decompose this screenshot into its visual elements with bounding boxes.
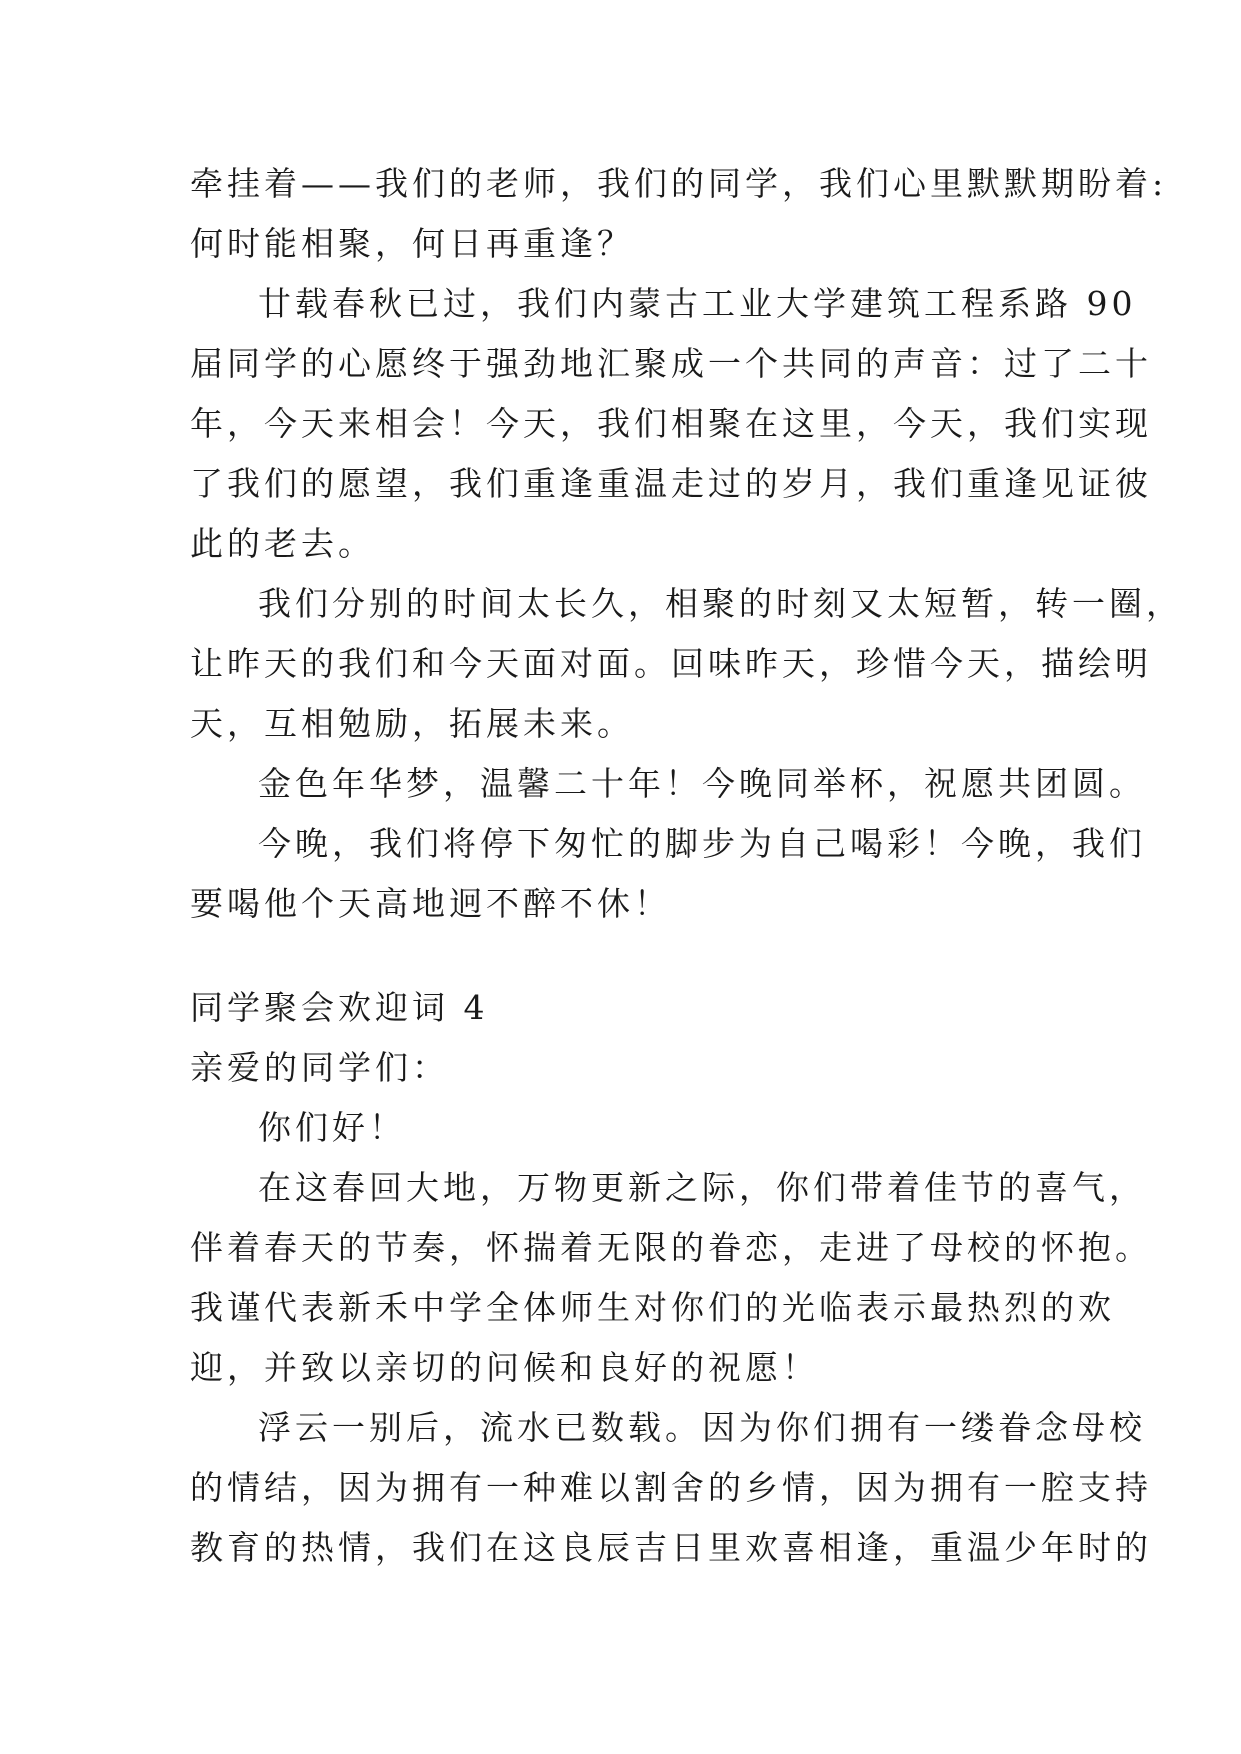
text-line: 让昨天的我们和今天面对面。回味昨天，珍惜今天，描绘明 (190, 644, 1152, 683)
paragraph-start-line: 金色年华梦，温馨二十年！今晚同举杯，祝愿共团圆。 (258, 764, 1146, 803)
paragraph-start-line: 浮云一别后，流水已数载。因为你们拥有一缕眷念母校 (258, 1408, 1146, 1447)
paragraph-start-line: 我们分别的时间太长久，相聚的时刻又太短暂，转一圈， (258, 584, 1183, 623)
text-line: 何时能相聚，何日再重逢？ (190, 224, 634, 263)
text-line: 届同学的心愿终于强劲地汇聚成一个共同的声音：过了二十 (190, 344, 1152, 383)
text-line: 伴着春天的节奏，怀揣着无限的眷恋，走进了母校的怀抱。 (190, 1228, 1152, 1267)
text-line: 迎，并致以亲切的问候和良好的祝愿！ (190, 1348, 819, 1387)
text-line: 天，互相勉励，拓展未来。 (190, 704, 634, 743)
paragraph-start-line: 今晚，我们将停下匆忙的脚步为自己喝彩！今晚，我们 (258, 824, 1146, 863)
text-line: 我谨代表新禾中学全体师生对你们的光临表示最热烈的欢 (190, 1288, 1115, 1327)
text-line: 牵挂着——我们的老师，我们的同学，我们心里默默期盼着: (190, 164, 1168, 203)
text-line: 此的老去。 (190, 524, 375, 563)
text-line: 了我们的愿望，我们重逢重温走过的岁月，我们重逢见证彼 (190, 464, 1152, 503)
text-line: 的情结，因为拥有一种难以割舍的乡情，因为拥有一腔支持 (190, 1468, 1152, 1507)
section-heading: 同学聚会欢迎词 4 (190, 988, 489, 1027)
text-line: 要喝他个天高地迥不醉不休！ (190, 884, 671, 923)
paragraph-start-line: 在这春回大地，万物更新之际，你们带着佳节的喜气， (258, 1168, 1146, 1207)
greeting: 你们好！ (258, 1108, 406, 1147)
text-line: 年，今天来相会！今天，我们相聚在这里，今天，我们实现 (190, 404, 1152, 443)
salutation: 亲爱的同学们： (190, 1048, 449, 1087)
paragraph-start-line: 廿载春秋已过，我们内蒙古工业大学建筑工程系路 90 (258, 284, 1137, 323)
text-line: 教育的热情，我们在这良辰吉日里欢喜相逢，重温少年时的 (190, 1528, 1152, 1567)
